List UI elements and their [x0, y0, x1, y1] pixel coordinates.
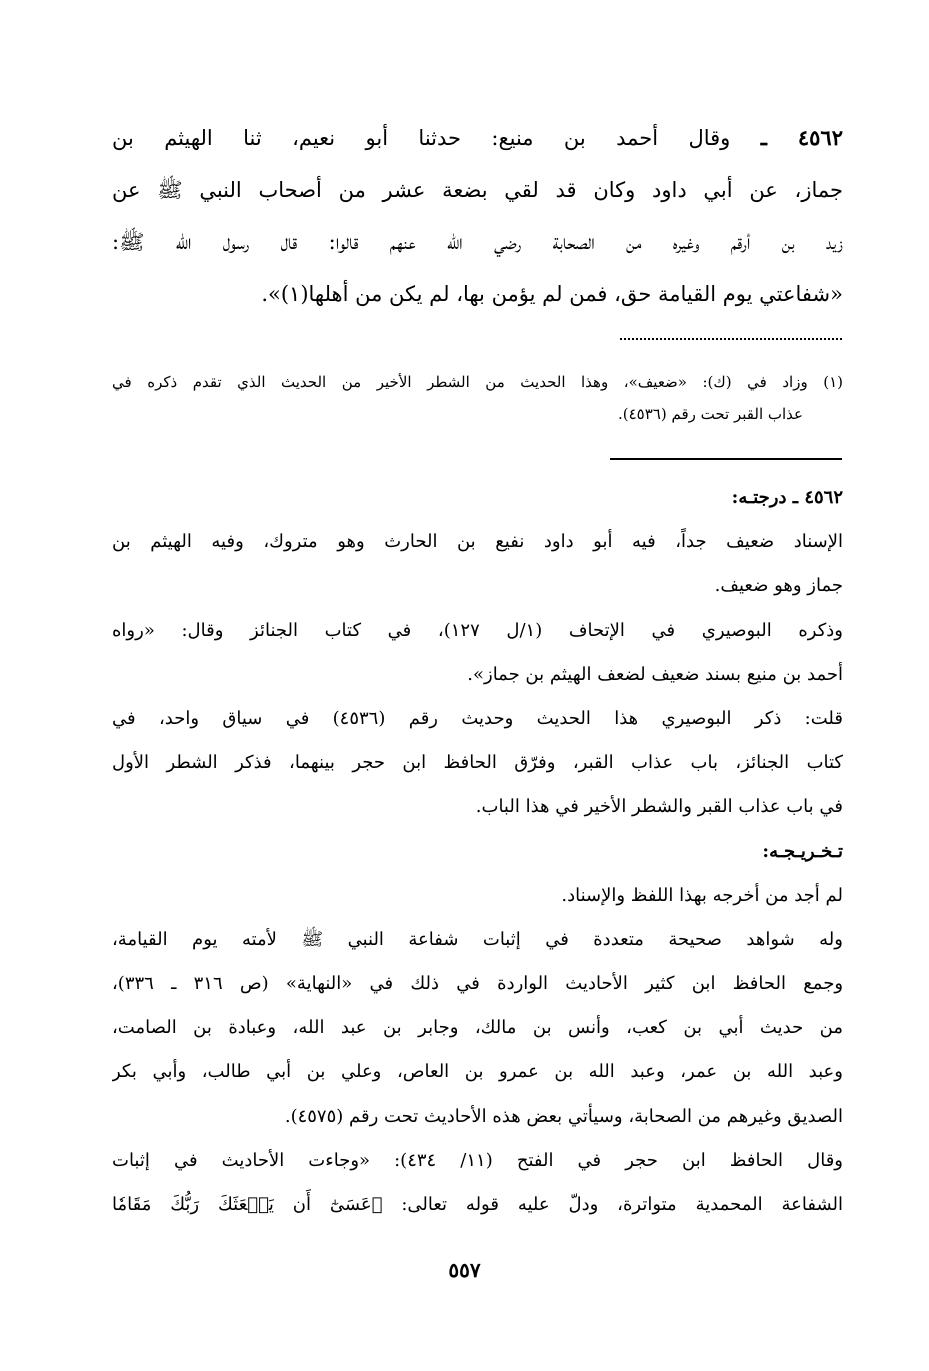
hadith-number: ٤٥٦٢ ـ [760, 125, 843, 150]
takhrij-line: من حديث أبي بن كعب، وأنس بن مالك، وجابر بن عبد الله، وعبادة بن الصامت، [112, 1017, 843, 1039]
grading-line: أحمد بن منيع بسند ضعيف لضعف الهيثم بن جماز». [467, 663, 843, 685]
grading-line: الإسناد ضعيف جداً، فيه أبو داود نفيع بن الحارث وهو متروك، وفيه الهيثم بن [112, 531, 843, 553]
page-number: ٥٥٧ [448, 1258, 481, 1282]
grading-line: جماز وهو ضعيف. [714, 575, 843, 597]
takhrij-line: الشفاعة المحمدية متواترة، ودلّ عليه قوله تعالى: ﴿عَسَىٰٓ أَن يَبۡعَثَكَ رَبُّكَ مَقَامٗا [112, 1194, 843, 1215]
hadith-line-2: جماز، عن أبي داود وكان قد لقي بضعة عشر من أصحاب النبي ﷺ عن [112, 178, 843, 202]
footnote-line-2: عذاب القبر تحت رقم (٤٥٣٦). [617, 405, 803, 423]
grading-line: في باب عذاب القبر والشطر الأخير في هذا الباب. [475, 796, 843, 818]
takhrij-line: وله شواهد صحيحة متعددة في إثبات شفاعة النبي ﷺ لأمته يوم القيامة، [112, 928, 843, 950]
footnote-line-1: (١) وزاد في (ك): «ضعيف»، وهذا الحديث من الشطر الأخير من الحديث الذي تقدم ذكره في [112, 373, 843, 391]
footnote [112, 366, 843, 430]
commentary [112, 476, 843, 1227]
footnote-separator [620, 338, 842, 344]
grading-line: كتاب الجنائز، باب عذاب القبر، وفرّق الحافظ ابن حجر بينهما، فذكر الشطر الأول [112, 752, 843, 774]
takhrij-line: الصديق وغيرهم من الصحابة، وسيأتي بعض هذه الأحاديث تحت رقم (٤٥٧٥). [284, 1105, 843, 1127]
hadith-text [112, 112, 843, 320]
takhrij-line: لم أجد من أخرجه بهذا اللفظ والإسناد. [561, 884, 843, 906]
takhrij-heading: تـخـريـجـه: [762, 840, 843, 862]
grading-heading: ٤٥٦٢ ـ درجتـه: [731, 487, 843, 508]
hadith-line-1: ٤٥٦٢ ـ وقال أحمد بن منيع: حدثنا أبو نعيم، ثنا الهيثم بن [112, 125, 843, 150]
takhrij-line: وعبد الله بن عمر، وعبد الله بن عمرو بن العاص، وعلي بن أبي طالب، وأبي بكر [112, 1061, 843, 1083]
section-divider [610, 458, 842, 460]
hadith-line-4: «شفاعتي يوم القيامة حق، فمن لم يؤمن بها، لم يكن من أهلها(١)». [261, 282, 843, 306]
hadith-line-3: زيد بن أرقم وغيره من الصحابة رضي الله عنهم قالوا: قال رسول الله ﷺ: [112, 230, 843, 254]
grading-line: قلت: ذكر البوصيري هذا الحديث وحديث رقم (٤٥٣٦) في سياق واحد، في [112, 707, 843, 729]
takhrij-line: وقال الحافظ ابن حجر في الفتح (١١/ ٤٣٤): «وجاءت الأحاديث في إثبات [112, 1149, 843, 1171]
grading-line: وذكره البوصيري في الإتحاف (١/ل ١٢٧)، في كتاب الجنائز وقال: «رواه [112, 619, 843, 641]
takhrij-line: وجمع الحافظ ابن كثير الأحاديث الواردة في ذلك في «النهاية» (ص ٣١٦ ـ ٣٣٦)، [112, 973, 843, 995]
